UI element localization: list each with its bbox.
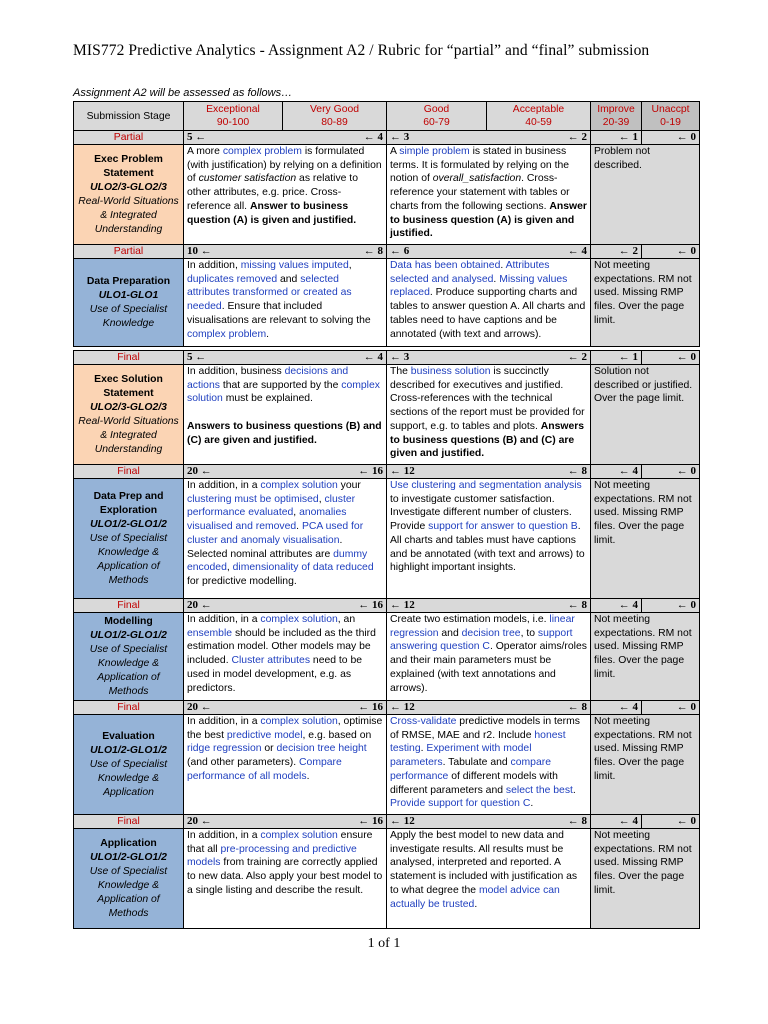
mark-value <box>591 245 642 259</box>
mark-value <box>642 815 700 829</box>
mark-low: ← 8 <box>567 465 587 477</box>
mark-value <box>642 131 700 145</box>
header-unaccpt <box>642 102 700 131</box>
business-answer-text: Answers to business questions (B) and (C) are given and justified. <box>390 420 585 460</box>
criterion-text: Not meeting expectations. RM not used. Missing RMP files. Over the page limit. <box>594 830 692 896</box>
highlighted-term: Provide support for question C <box>390 798 531 810</box>
mark-low: ← 8 <box>567 815 587 827</box>
mark-value <box>642 245 700 259</box>
highlighted-term: complex problem <box>222 146 302 157</box>
criterion-ulo: ULO1/2-GLO1/2 <box>90 744 167 756</box>
mark-low: ← 4 <box>363 351 383 363</box>
highlighted-term: business solution <box>410 366 491 377</box>
highlighted-term: complex solution <box>260 480 338 491</box>
criterion-text: (and other parameters). <box>187 757 300 769</box>
mark-range <box>387 131 591 145</box>
mark-low: ← 0 <box>676 245 696 257</box>
stage-band-row <box>74 701 700 715</box>
mark-high: 20 ← <box>187 815 212 827</box>
highlighted-term: anomalies visualised and removed <box>187 507 347 533</box>
criterion-skill: Use of Specialist Knowledge & Application of Methods <box>89 643 168 697</box>
highlighted-term: pre-processing and predictive models <box>187 843 357 869</box>
highlighted-term: ridge regression <box>187 743 262 755</box>
mark-high: ← 12 <box>390 465 415 477</box>
highlighted-term: ensemble <box>187 627 233 639</box>
header-acceptable <box>487 102 591 131</box>
stage-band-row <box>74 351 700 365</box>
improve-criteria <box>591 715 700 815</box>
criterion-text: . Cross-reference your statement with tables or charts from the following sections. <box>390 173 570 212</box>
exceptional-criteria <box>184 613 387 701</box>
criterion-text: , optimise the best <box>187 716 383 741</box>
criterion-skill: Use of Specialist Knowledge & Application of Methods <box>89 532 168 586</box>
mark-low: ← 4 <box>618 815 638 827</box>
mark-high: 20 ← <box>187 701 212 713</box>
criterion-label <box>74 613 184 701</box>
stage-label: Final <box>74 599 184 613</box>
mark-low: ← 16 <box>358 815 383 827</box>
header-grade-range: 0-19 <box>660 117 681 128</box>
highlighted-term: complex solution <box>260 614 338 625</box>
criterion-text: overall_satisfaction <box>432 173 522 185</box>
mark-range <box>184 351 387 365</box>
mark-high: 20 ← <box>187 599 212 611</box>
mark-high: ← 3 <box>390 351 410 363</box>
criterion-text: . Operator aims/roles and their main parameters must be explained (with text annotations and arrows). <box>390 641 587 694</box>
stage-label: Final <box>74 465 184 479</box>
mark-low: ← 4 <box>618 465 638 477</box>
highlighted-term: simple problem <box>399 146 470 157</box>
header-improve <box>591 102 642 131</box>
improve-criteria <box>591 145 700 245</box>
criterion-text: that are supported by the <box>219 379 342 391</box>
criterion-skill: Use of Specialist Knowledge <box>89 303 168 329</box>
stage-band-row <box>74 815 700 829</box>
highlighted-term: decisions and actions <box>187 366 349 391</box>
criterion-text: and <box>277 273 301 285</box>
highlighted-term: Attributes selected and analysed <box>390 260 550 285</box>
mark-low: ← 4 <box>363 131 383 143</box>
highlighted-term: support for answer to question B <box>428 521 578 533</box>
criterion-skill: Real-World Situations & Integrated Understanding <box>78 195 179 235</box>
criterion-text: Not meeting expectations. RM not used. Missing RMP files. Over the page limit. <box>594 614 692 680</box>
header-grade-range: 20-39 <box>602 117 630 128</box>
business-answer-text: Answers to business questions (B) and (C) are given and justified. <box>187 420 382 446</box>
criterion-text: Problem not described. <box>594 146 651 171</box>
criterion-ulo: ULO2/3-GLO2/3 <box>90 181 167 193</box>
highlighted-term: Compare performance of all models <box>187 757 342 782</box>
criterion-text: Solution not described or justified. Over the page limit. <box>594 366 693 405</box>
highlighted-term: model advice can actually be trusted <box>390 884 560 910</box>
improve-criteria <box>591 613 700 701</box>
criterion-ulo: ULO1/2-GLO1/2 <box>90 629 167 641</box>
criterion-text: and <box>438 627 462 639</box>
good-criteria <box>387 145 591 245</box>
highlighted-term: duplicates removed <box>187 273 278 285</box>
rubric-table-partial <box>73 101 700 347</box>
criterion-text: In addition, in a <box>187 480 261 491</box>
highlighted-term: complex solution <box>260 830 338 841</box>
mark-high: ← 12 <box>390 815 415 827</box>
criterion-text: to investigate customer satisfaction. Investigate different number of clusters. Provide <box>390 493 572 533</box>
criterion-row <box>74 829 700 929</box>
criterion-text: A <box>390 146 400 157</box>
criterion-text: predictive models in terms of RMSE, MAE and r2. Include <box>390 716 580 741</box>
mark-range <box>184 701 387 715</box>
criterion-text: is succinctly described for executives and justified. Cross-references with the technical sections of the report must be provided for support, e.g. to tables and plots. <box>390 366 585 432</box>
highlighted-term: complex solution <box>260 716 338 727</box>
criterion-label <box>74 145 184 245</box>
good-criteria <box>387 613 591 701</box>
highlighted-term: Data has been obtained <box>390 260 501 271</box>
criterion-text: . <box>500 260 506 271</box>
criterion-text: . <box>296 521 302 533</box>
criterion-text: . Tabulate and <box>442 757 511 769</box>
mark-low: ← 0 <box>676 351 696 363</box>
improve-criteria <box>591 479 700 599</box>
criterion-label <box>74 479 184 599</box>
criterion-name: Exec Solution Statement <box>94 373 163 399</box>
criterion-name: Exec Problem Statement <box>94 153 163 179</box>
criterion-name: Evaluation <box>102 730 155 742</box>
criterion-text: Not meeting expectations. RM not used. Missing RMP files. Over the page limit. <box>594 480 692 546</box>
mark-low: ← 2 <box>567 131 587 143</box>
criterion-row <box>74 715 700 815</box>
criterion-label <box>74 259 184 347</box>
mark-value <box>591 465 642 479</box>
highlighted-term: cluster performance evaluated <box>187 493 356 519</box>
criterion-text: customer satisfaction <box>198 173 297 185</box>
criterion-text: . <box>474 898 478 910</box>
exceptional-criteria <box>184 365 387 465</box>
criterion-ulo: ULO1/2-GLO1/2 <box>90 518 167 530</box>
stage-label: Partial <box>74 131 184 145</box>
mark-low: ← 1 <box>618 351 638 363</box>
criterion-text: must be explained. <box>222 393 313 405</box>
improve-criteria <box>591 829 700 929</box>
highlighted-term: predictive model <box>226 729 303 741</box>
mark-high: ← 12 <box>390 701 415 713</box>
mark-low: ← 0 <box>676 701 696 713</box>
page-title: MIS772 Predictive Analytics - Assignment A2 / Rubric for “partial” and “final” submission <box>73 42 650 59</box>
mark-high: 5 ← <box>187 131 207 143</box>
criterion-row <box>74 479 700 599</box>
criterion-text: . <box>493 273 500 285</box>
criterion-text: from training are correctly applied to new data. Also apply your best model to a single listing and describe the result. <box>187 857 383 896</box>
criterion-row <box>74 145 700 245</box>
header-stage: Submission Stage <box>74 102 184 131</box>
criterion-text: A more <box>187 146 223 157</box>
mark-value <box>591 701 642 715</box>
mark-value <box>591 131 642 145</box>
criterion-text: . <box>572 784 576 796</box>
mark-high: 5 ← <box>187 351 207 363</box>
mark-low: ← 8 <box>567 701 587 713</box>
criterion-text: as relative to other attributes, e.g. price. Cross-reference all. <box>187 173 358 212</box>
criterion-text: , <box>348 260 352 271</box>
mark-value <box>642 701 700 715</box>
criterion-text: , an <box>337 614 356 625</box>
highlighted-term: support answering question C <box>390 627 573 653</box>
mark-range <box>184 465 387 479</box>
highlighted-term: dummy encoded <box>187 548 368 574</box>
criterion-row <box>74 259 700 347</box>
criterion-text: Create two estimation models, i.e. <box>390 614 550 625</box>
mark-range <box>387 351 591 365</box>
criterion-name: Modelling <box>104 615 153 627</box>
mark-range <box>184 131 387 145</box>
mark-low: ← 0 <box>676 599 696 611</box>
stage-band-row <box>74 599 700 613</box>
mark-range <box>387 465 591 479</box>
mark-value <box>591 599 642 613</box>
highlighted-term: Missing values replaced <box>390 273 568 299</box>
mark-high: 20 ← <box>187 465 212 477</box>
criterion-text: , <box>318 493 325 505</box>
criterion-text: . <box>266 328 270 340</box>
criterion-text: . <box>530 798 534 810</box>
good-criteria <box>387 365 591 465</box>
header-grade-range: 80-89 <box>321 117 348 128</box>
page-number: 1 of 1 <box>367 936 401 951</box>
highlighted-term: select the best <box>505 784 573 796</box>
mark-range <box>184 599 387 613</box>
intro-text: Assignment A2 will be assessed as follows… <box>73 87 293 99</box>
mark-low: ← 16 <box>358 701 383 713</box>
stage-label: Final <box>74 701 184 715</box>
stage-band-row <box>74 465 700 479</box>
mark-high: ← 12 <box>390 599 415 611</box>
rubric-table-final <box>73 350 700 929</box>
criterion-text: . Ensure that included visualisations are relevant to solving the <box>187 301 371 326</box>
mark-low: ← 8 <box>567 599 587 611</box>
criterion-text: , to <box>520 627 538 639</box>
criterion-row <box>74 365 700 465</box>
mark-low: ← 0 <box>676 815 696 827</box>
criterion-text: The <box>390 366 411 377</box>
mark-value <box>642 351 700 365</box>
criterion-row <box>74 613 700 701</box>
criterion-text: is formulated (with justification) by relying on a definition of <box>187 146 382 185</box>
criterion-text: for predictive modelling. <box>187 575 297 587</box>
mark-range <box>184 815 387 829</box>
header-good <box>387 102 487 131</box>
criterion-name: Application <box>100 837 157 849</box>
criterion-text: In addition, in a <box>187 830 261 841</box>
criterion-label <box>74 365 184 465</box>
stage-label: Final <box>74 351 184 365</box>
criterion-ulo: ULO1/2-GLO1/2 <box>90 851 167 863</box>
mark-low: ← 2 <box>618 245 638 257</box>
mark-low: ← 1 <box>618 131 638 143</box>
mark-low: ← 4 <box>618 599 638 611</box>
criterion-text: In addition, <box>187 260 241 271</box>
stage-label: Partial <box>74 245 184 259</box>
mark-value <box>642 465 700 479</box>
header-grade-name: Very Good <box>309 104 360 115</box>
header-very-good <box>283 102 387 131</box>
mark-high: ← 6 <box>390 245 410 257</box>
business-answer-text: Answer to business question (A) is given and justified. <box>390 200 587 240</box>
highlighted-term: Cross-validate <box>390 716 457 727</box>
good-criteria <box>387 715 591 815</box>
mark-range <box>387 701 591 715</box>
improve-criteria <box>591 365 700 465</box>
highlighted-term: clustering must be optimised <box>187 493 319 505</box>
highlighted-term: complex solution <box>187 379 380 405</box>
business-answer-text: Answer to business question (A) is given and justified. <box>187 200 357 226</box>
header-exceptional <box>184 102 283 131</box>
criterion-text: should be included as the third estimation model. Other models may be included. <box>187 627 376 667</box>
header-grade-name: Acceptable <box>512 104 565 115</box>
header-grade-range: 60-79 <box>423 117 450 128</box>
highlighted-term: Experiment with model parameters <box>390 743 532 769</box>
criterion-text: or <box>261 743 277 755</box>
exceptional-criteria <box>184 715 387 815</box>
criterion-name: Data Prep and Exploration <box>93 490 164 516</box>
header-grade-name: Unaccpt <box>651 104 690 115</box>
mark-low: ← 4 <box>618 701 638 713</box>
mark-value <box>642 599 700 613</box>
criterion-name: Data Preparation <box>86 275 171 287</box>
highlighted-term: Use clustering and segmentation analysis <box>390 480 582 491</box>
exceptional-criteria <box>184 829 387 929</box>
criterion-ulo: ULO2/3-GLO2/3 <box>90 401 167 413</box>
header-grade-name: Improve <box>597 104 635 115</box>
mark-low: ← 4 <box>567 245 587 257</box>
highlighted-term: Cluster attributes <box>231 655 311 667</box>
stage-label: Final <box>74 815 184 829</box>
good-criteria <box>387 829 591 929</box>
highlighted-term: complex problem <box>187 328 267 340</box>
header-grade-range: 40-59 <box>525 117 552 128</box>
criterion-text: is stated in business terms. It is formulated by relying on the notion of <box>390 146 570 185</box>
exceptional-criteria <box>184 145 387 245</box>
mark-value <box>591 815 642 829</box>
criterion-text: Not meeting expectations. RM not used. Missing RMP files. Over the page limit. <box>594 716 692 782</box>
criterion-skill: Use of Specialist Knowledge & Application <box>89 758 168 798</box>
highlighted-term: PCA used for cluster and anomaly visualisation <box>187 521 364 546</box>
criterion-text: , e.g. based on <box>302 729 372 741</box>
mark-low: ← 16 <box>358 599 383 611</box>
mark-high: 10 ← <box>187 245 212 257</box>
highlighted-term: compare performance <box>390 757 551 782</box>
criterion-text: In addition, in a <box>187 716 261 727</box>
mark-range <box>184 245 387 259</box>
exceptional-criteria <box>184 479 387 599</box>
header-grade-name: Good <box>423 104 450 115</box>
criterion-text: . <box>306 770 310 782</box>
criterion-text: In addition, business <box>187 366 285 377</box>
criterion-text: , <box>226 562 233 574</box>
criterion-text: . Selected nominal attributes are <box>187 534 343 560</box>
mark-low: ← 16 <box>358 465 383 477</box>
mark-range <box>387 245 591 259</box>
stage-band-row <box>74 245 700 259</box>
criterion-ulo: ULO1-GLO1 <box>98 289 159 301</box>
criterion-text: ensure that all <box>187 830 373 855</box>
good-criteria <box>387 479 591 599</box>
criterion-label <box>74 715 184 815</box>
criterion-text: , <box>293 507 300 519</box>
highlighted-term: missing values imputed <box>240 260 349 271</box>
criterion-text: . All charts and tables must have captions and be annotated (with text and arrows) to highlight important insights. <box>390 521 585 574</box>
mark-low: ← 2 <box>567 351 587 363</box>
mark-low: ← 0 <box>676 131 696 143</box>
header-grade-name: Exceptional <box>206 104 260 115</box>
criterion-text: . Produce supporting charts and tables to answer question A. All charts and tables need to have captions and be annotated (with text and arrows). <box>390 287 586 340</box>
improve-criteria <box>591 259 700 347</box>
highlighted-term: decision tree <box>461 627 521 639</box>
header-grade-range: 90-100 <box>216 117 250 128</box>
highlighted-term: selected attributes transformed or created as needed <box>187 273 352 313</box>
criterion-text: of different models with different parameters and <box>390 770 558 796</box>
criterion-text: need to be used in model development, e.g. as predictors. <box>187 655 363 694</box>
stage-band-row <box>74 131 700 145</box>
criterion-text: . <box>420 743 427 755</box>
mark-high: ← 3 <box>390 131 410 143</box>
criterion-text: your <box>337 480 361 491</box>
highlighted-term: decision tree height <box>276 743 367 755</box>
criterion-text: Apply the best model to new data and investigate results. All results must be analysed, interpreted and reported. A statement is included with justification as to what degree the <box>390 830 578 896</box>
highlighted-term: honest testing <box>390 729 566 755</box>
mark-range <box>387 599 591 613</box>
mark-value <box>591 351 642 365</box>
criterion-skill: Use of Specialist Knowledge & Application of Methods <box>89 865 168 919</box>
exceptional-criteria <box>184 259 387 347</box>
criterion-text: Not meeting expectations. RM not used. Missing RMP files. Over the page limit. <box>594 260 692 326</box>
highlighted-term: linear regression <box>390 614 575 639</box>
header-row <box>74 102 700 131</box>
mark-low: ← 0 <box>676 465 696 477</box>
criterion-text: In addition, in a <box>187 614 261 625</box>
highlighted-term: dimensionality of data reduced <box>232 562 374 574</box>
criterion-skill: Real-World Situations & Integrated Understanding <box>78 415 179 455</box>
mark-low: ← 8 <box>363 245 383 257</box>
good-criteria <box>387 259 591 347</box>
mark-range <box>387 815 591 829</box>
criterion-label <box>74 829 184 929</box>
